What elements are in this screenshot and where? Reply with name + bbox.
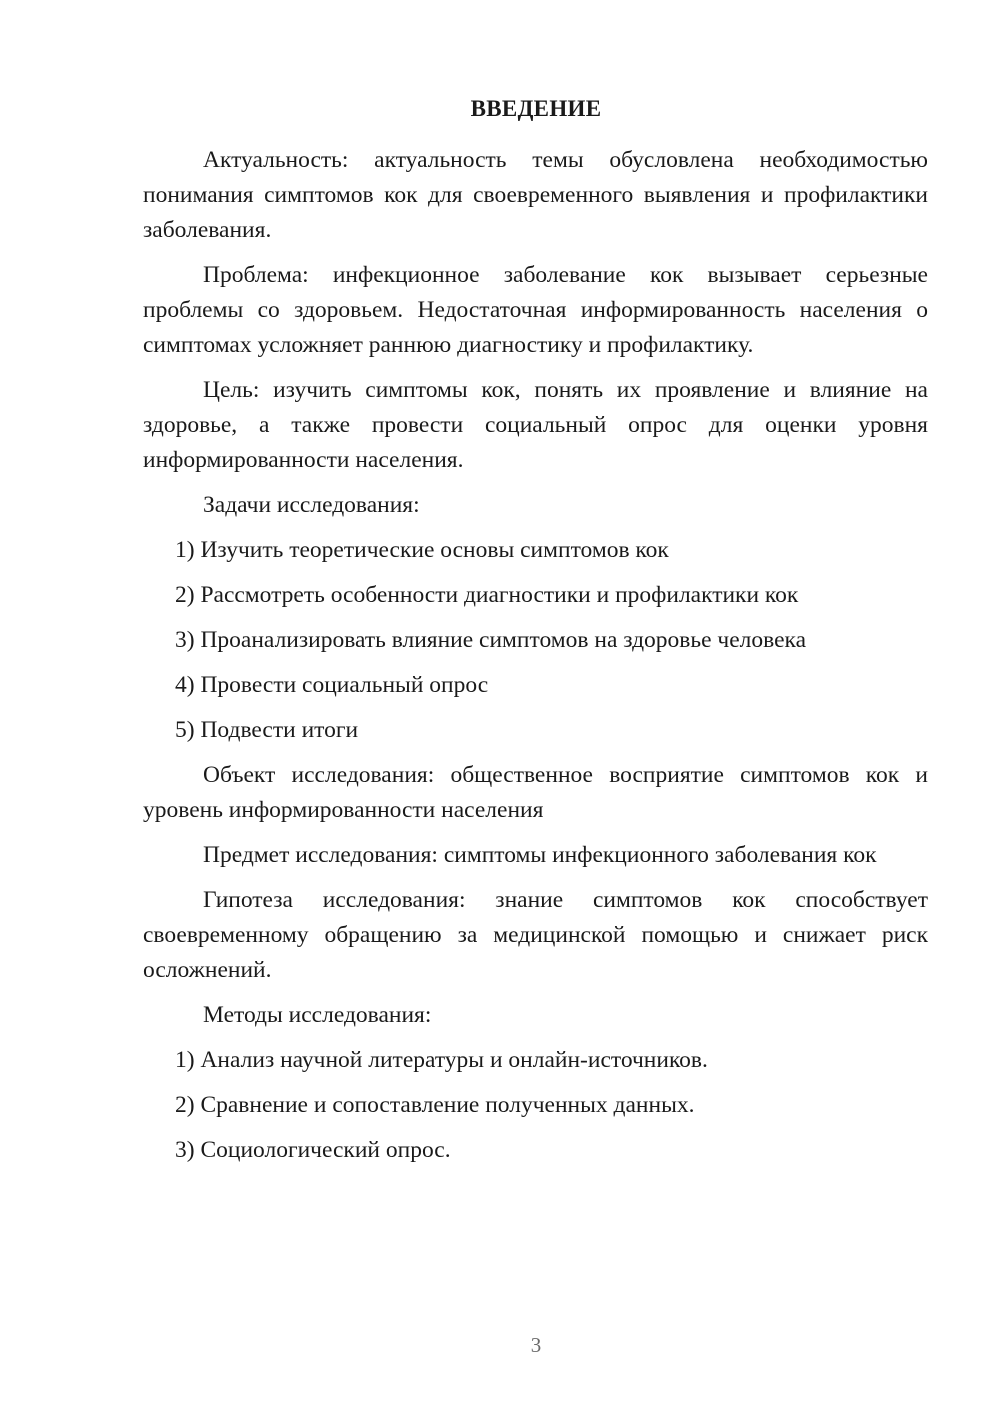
page-number: 3 [530, 1333, 542, 1357]
paragraph-goal: Цель: изучить симптомы кок, понять их проявление и влияние на здоровье, а также провести социальный опрос для оценки уровня информированности населения. [143, 377, 928, 473]
paragraph-subject: Предмет исследования: симптомы инфекционного заболевания кок [203, 842, 877, 868]
paragraph-hypothesis: Гипотеза исследования: знание симптомов кок способствует своевременному обращению за медицинской помощью и снижает риск осложнений. [143, 887, 928, 983]
methods-heading: Методы исследования: [203, 1002, 432, 1028]
paragraph-problem: Проблема: инфекционное заболевание кок вызывает серьезные проблемы со здоровьем. Недостаточная информированность населения о симптомах усложняет раннюю диагностику и профилактику. [143, 262, 928, 358]
document-body [143, 143, 928, 1178]
list-item: 2) Сравнение и сопоставление полученных данных. [175, 1092, 695, 1118]
list-item: 2) Рассмотреть особенности диагностики и профилактики кок [175, 582, 799, 608]
paragraph-relevance: Актуальность: актуальность темы обусловлена необходимостью понимания симптомов кок для своевременного выявления и профилактики заболевания. [143, 147, 928, 243]
tasks-heading: Задачи исследования: [203, 492, 420, 518]
list-item: 3) Социологический опрос. [175, 1137, 451, 1163]
list-item: 1) Анализ научной литературы и онлайн-источников. [175, 1047, 708, 1073]
paragraph-object: Объект исследования: общественное восприятие симптомов кок и уровень информированности населения [143, 762, 928, 823]
list-item: 5) Подвести итоги [175, 717, 359, 743]
tasks-list [143, 533, 928, 748]
page-title: ВВЕДЕНИЕ [470, 96, 602, 121]
list-item: 3) Проанализировать влияние симптомов на здоровье человека [175, 627, 807, 653]
list-item: 1) Изучить теоретические основы симптомов кок [175, 537, 669, 563]
methods-list [143, 1043, 928, 1168]
list-item: 4) Провести социальный опрос [175, 672, 489, 698]
